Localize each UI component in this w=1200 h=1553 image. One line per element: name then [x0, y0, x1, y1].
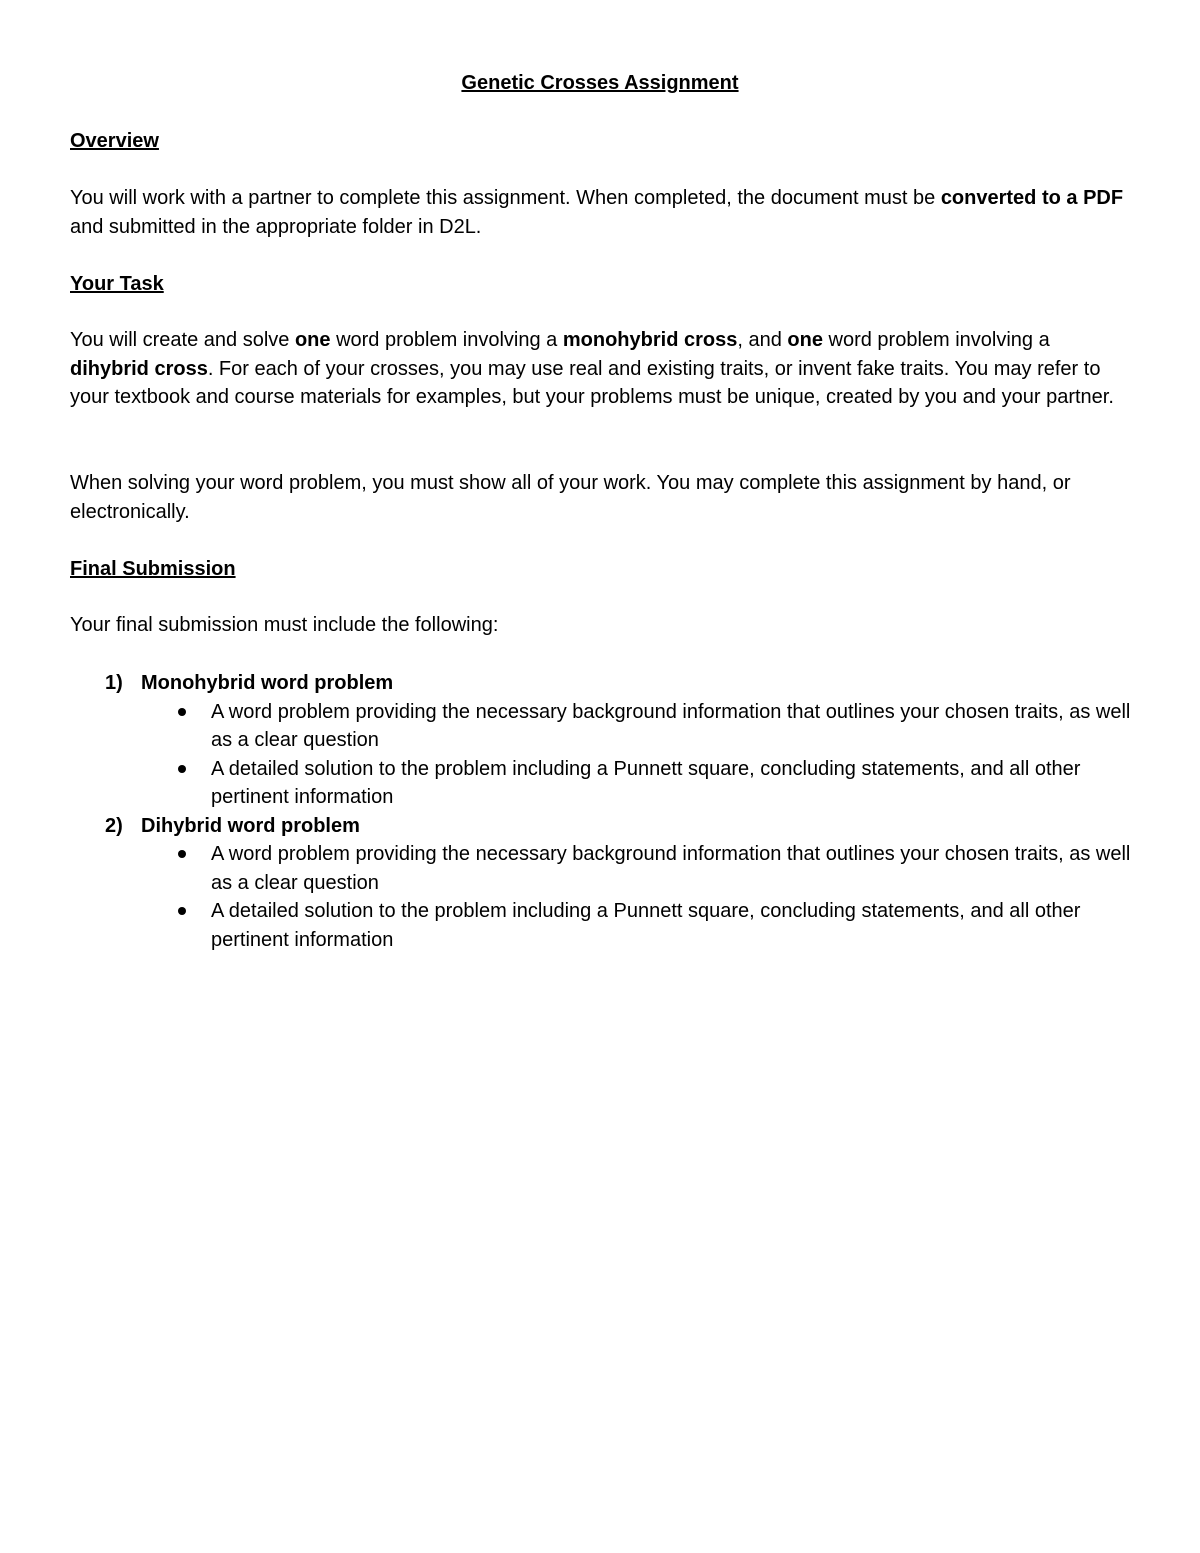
list-item-number: 1)	[105, 672, 123, 694]
list-item-monohybrid	[70, 669, 1135, 812]
overview-bold-pdf: converted to a PDF	[940, 187, 1124, 209]
task-text-g: word problem involving a	[822, 329, 1050, 351]
bullet-item	[70, 755, 1135, 812]
bullet-text: A word problem providing the necessary background information that outlines your chosen traits, as well as a clear question	[211, 843, 1131, 894]
list-item-head	[70, 669, 1135, 698]
list-item-head	[70, 812, 1135, 841]
task-heading: Your Task	[70, 273, 164, 295]
list-item-dihybrid	[70, 812, 1135, 955]
bullet-icon	[178, 907, 186, 915]
task-bold-monohybrid: monohybrid cross	[562, 329, 738, 351]
submission-intro: Your final submission must include the following:	[70, 614, 499, 636]
task-text-c: word problem involving a	[330, 329, 563, 351]
overview-text-2: and submitted in the appropriate folder in D2L.	[70, 215, 482, 238]
bullet-icon	[178, 765, 186, 773]
task-text-i: . For each of your crosses, you may use real and existing traits, or invent fake traits. You may refer to your textbook and course materials for examples, but your problems must be unique, created by you and your partner.	[70, 357, 1114, 408]
bullet-item	[70, 897, 1135, 954]
submission-heading: Final Submission	[70, 558, 236, 580]
bullet-icon	[178, 850, 186, 858]
submission-list	[70, 669, 1135, 954]
list-item-label: Dihybrid word problem	[141, 814, 360, 837]
task-bold-one-1: one	[294, 329, 331, 351]
bullet-item	[70, 840, 1135, 897]
task-bold-dihybrid: dihybrid cross	[70, 357, 208, 380]
task-bold-one-2: one	[787, 329, 823, 351]
list-item-label: Monohybrid word problem	[141, 672, 394, 694]
bullet-text: A detailed solution to the problem including a Punnett square, concluding statements, and all other pertinent information	[211, 900, 1081, 951]
task-text-a: You will create and solve	[70, 329, 295, 351]
overview-text-1: You will work with a partner to complete this assignment. When completed, the document must be	[70, 187, 941, 209]
bullet-icon	[178, 708, 186, 716]
overview-heading: Overview	[70, 130, 159, 152]
bullet-item	[70, 698, 1135, 755]
list-item-number: 2)	[105, 814, 123, 837]
task-paragraph-2: When solving your word problem, you must show all of your work. You may complete this assignment by hand, or electronically.	[70, 472, 1071, 523]
task-paragraph-1	[70, 326, 1130, 412]
bullet-text: A word problem providing the necessary background information that outlines your chosen traits, as well as a clear question	[211, 700, 1131, 751]
task-text-e: , and	[737, 329, 788, 351]
bullet-text: A detailed solution to the problem including a Punnett square, concluding statements, and all other pertinent information	[211, 757, 1081, 808]
overview-paragraph	[70, 184, 1130, 241]
page-title: Genetic Crosses Assignment	[461, 72, 739, 94]
